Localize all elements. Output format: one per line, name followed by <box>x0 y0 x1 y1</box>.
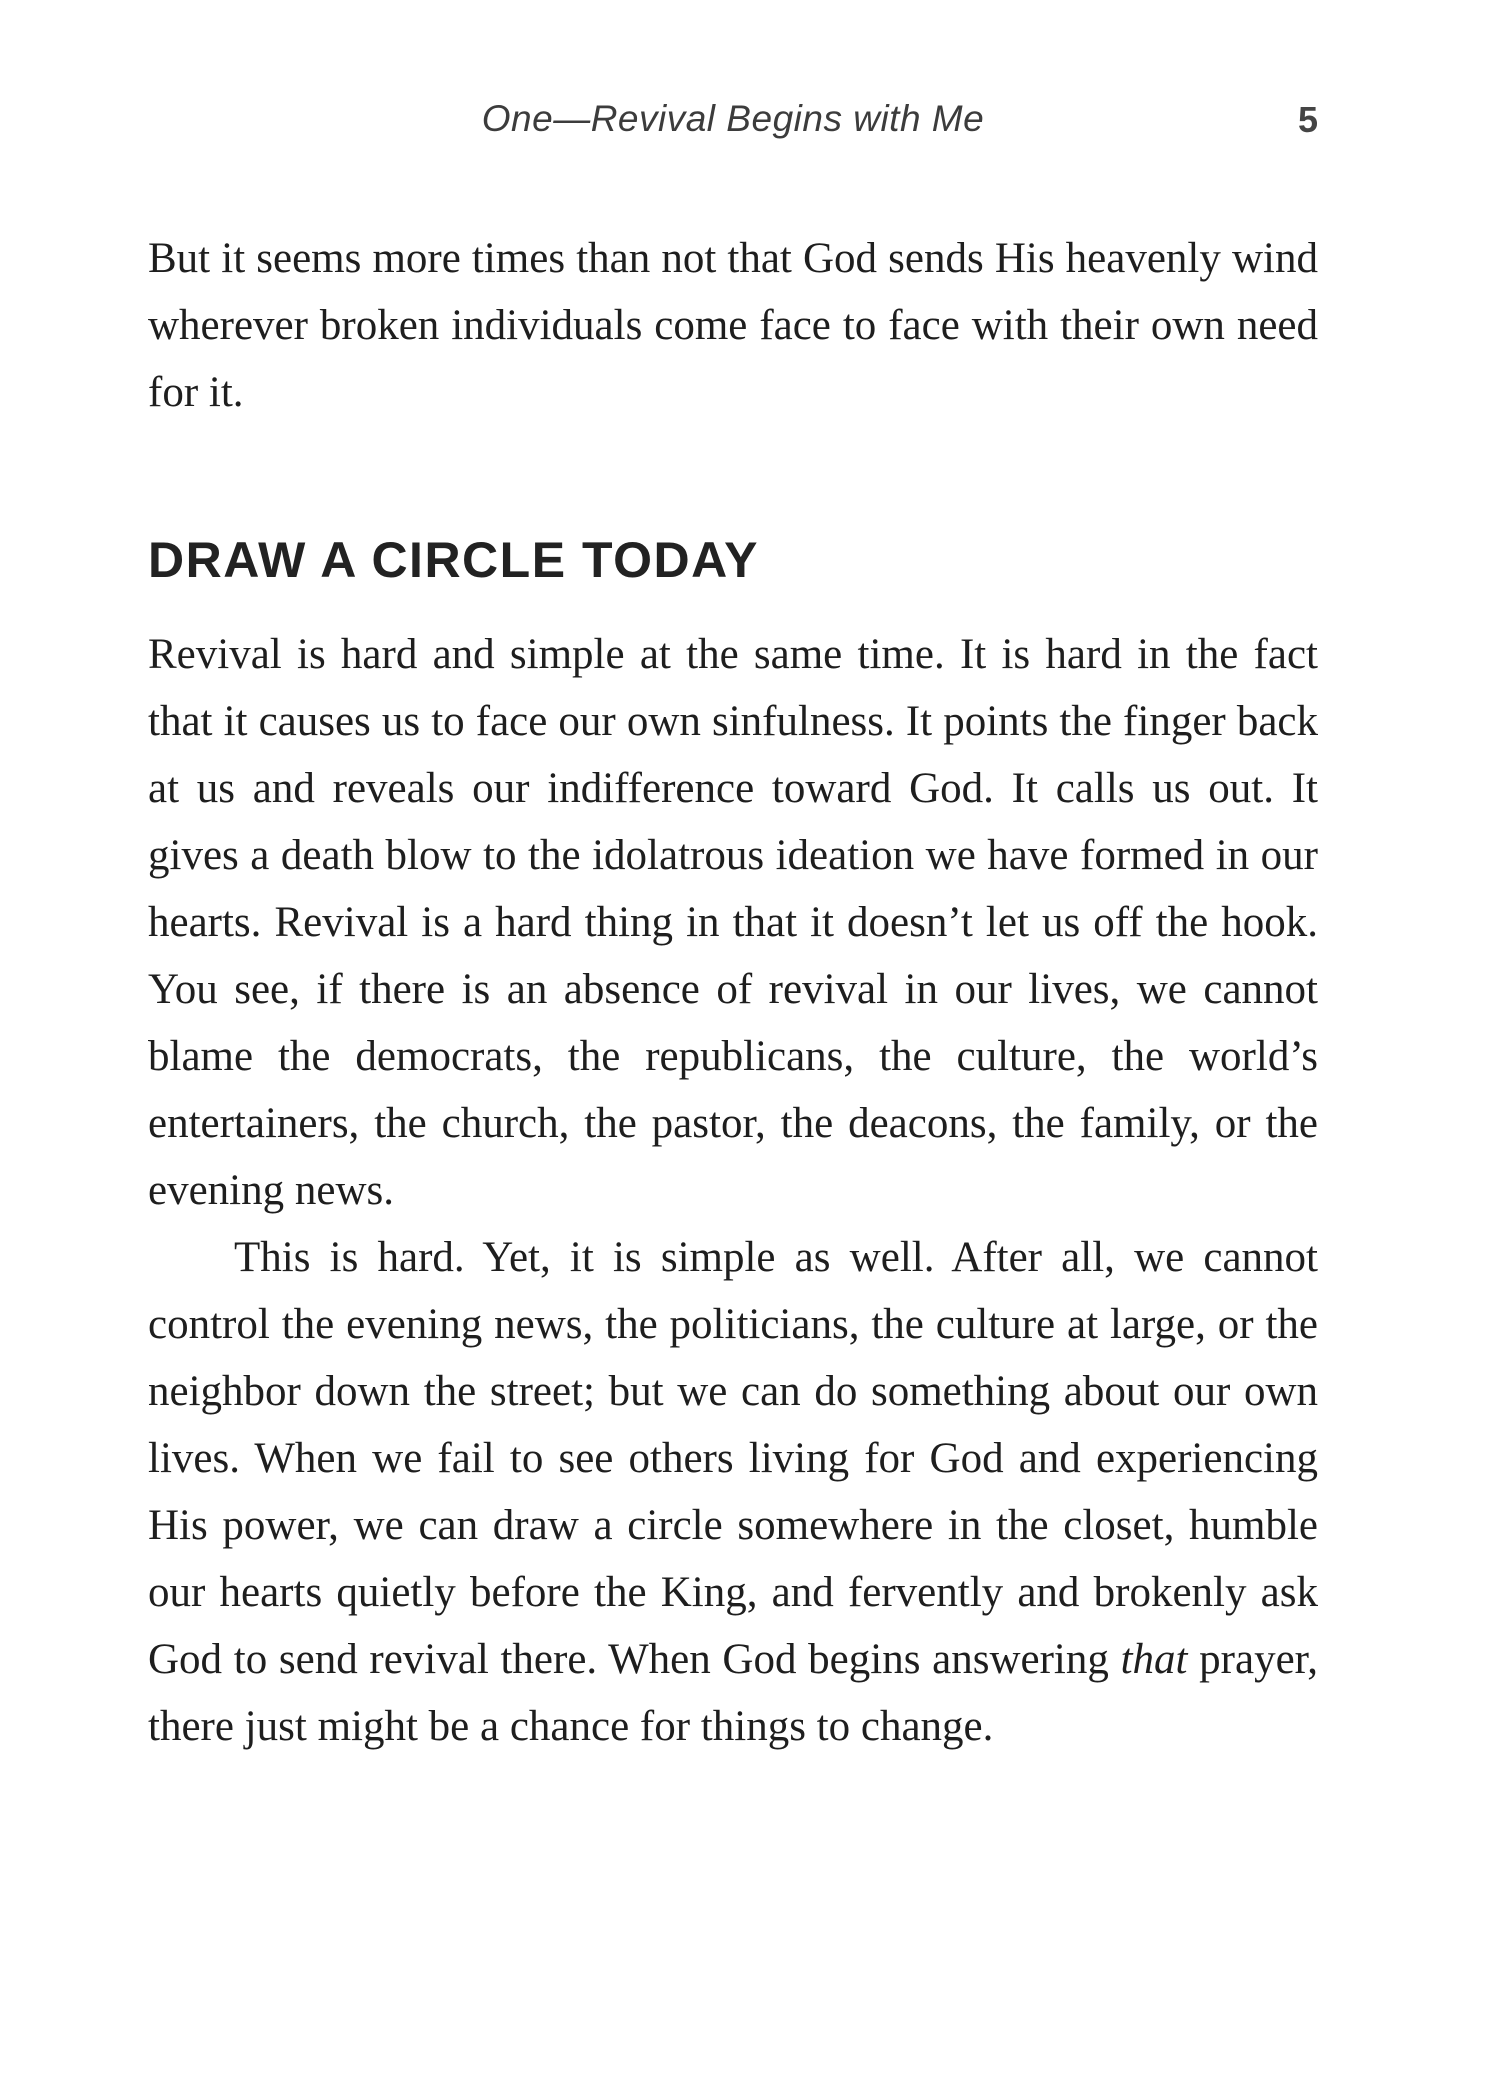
page-number: 5 <box>1297 99 1318 140</box>
section-heading: DRAW A CIRCLE TODAY <box>148 532 759 588</box>
paragraph: But it seems more times than not that God sends His heavenly wind wherever broken individuals come face to face with their own need for it. <box>148 235 1318 416</box>
paragraph <box>148 1224 1318 1760</box>
page-header <box>148 96 1318 146</box>
paragraph: Revival is hard and simple at the same time. It is hard in the fact that it causes us to face our own sinfulness. It points the finger back at us and reveals our indifference toward God. It calls us out. It gives a death blow to the idolatrous ideation we have formed in our hearts. Revival is a hard thing in that it doesn’t let us off the hook. You see, if there is an absence of revival in our lives, we cannot blame the democrats, the republicans, the culture, the world’s entertainers, the church, the pastor, the deacons, the family, or the evening news. <box>148 631 1318 1214</box>
running-head: One—Revival Begins with Me <box>481 98 985 139</box>
paragraph-segment: prayer, there just might be a chance for things to change. <box>148 1636 1318 1750</box>
paragraph-segment: This is hard. Yet, it is simple as well. After all, we cannot control the evening news, the politicians, the culture at large, or the neighbor down the street; but we can do something about our own lives. When we fail to see others living for God and experiencing His power, we can draw a circle somewhere in the closet, humble our hearts quietly before the King, and fervently and brokenly ask God to send revival there. When God begins answering <box>148 1234 1318 1683</box>
italic-word: that <box>1120 1636 1188 1683</box>
body-text-block <box>148 225 1318 1760</box>
